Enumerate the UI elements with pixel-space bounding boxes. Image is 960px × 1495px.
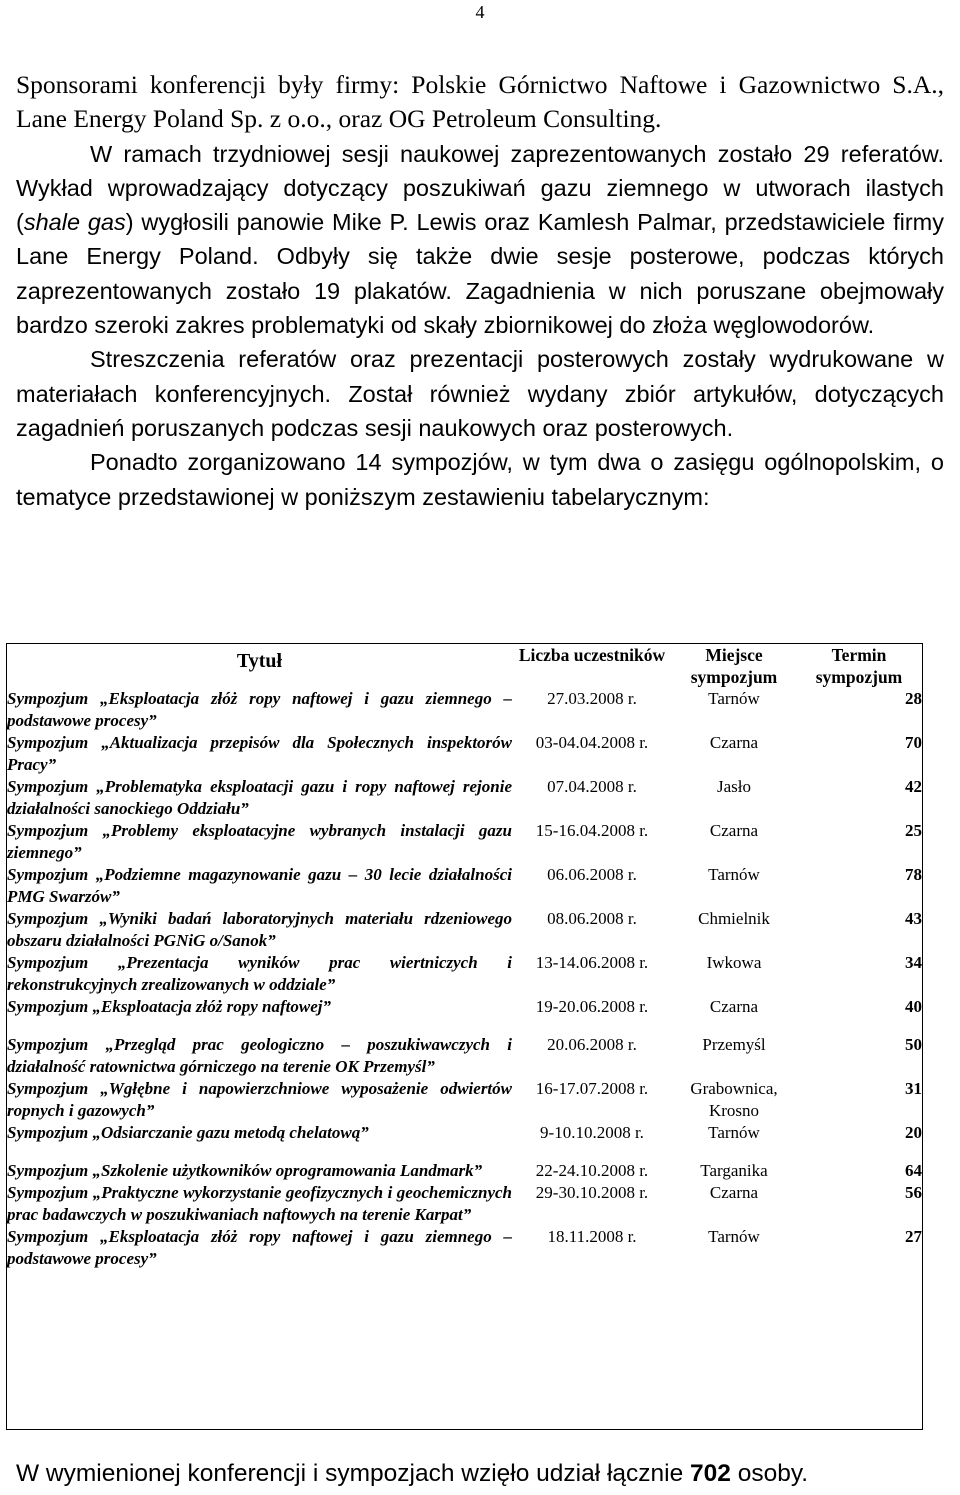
row-place: Czarna [709, 733, 759, 752]
row-count: 43 [905, 909, 922, 928]
header-place: Miejsce sympozjum [690, 645, 778, 687]
row-count: 31 [905, 1079, 922, 1098]
row-place: Czarna [709, 1183, 759, 1202]
row-count: 40 [905, 997, 922, 1016]
row-count: 56 [905, 1183, 922, 1202]
row-count: 34 [905, 953, 922, 972]
symposia-table [7, 644, 922, 1270]
session-text-1: W ramach trzydniowej sesji naukowej zaprezentowanych zostało 29 referatów. Wykład wprowadzający dotyczący poszukiwań gazu ziemnego w utworach ilastych ( [16, 140, 944, 236]
row-title: Sympozjum „Aktualizacja przepisów dla Społecznych inspektorów Pracy” [7, 733, 512, 774]
row-count: 20 [905, 1123, 922, 1142]
row-place: Iwkowa [706, 953, 762, 972]
table-row [7, 820, 922, 864]
row-place: Przemyśl [702, 1035, 766, 1054]
row-place: Tarnów [708, 1123, 760, 1142]
header-participants: Liczba uczestników [518, 645, 666, 665]
summary-footer [16, 1460, 808, 1488]
intro-text [16, 68, 944, 514]
header-title: Tytuł [236, 650, 283, 672]
page-number: 4 [475, 2, 485, 22]
table-row [7, 1034, 922, 1078]
row-count: 25 [905, 821, 922, 840]
table-row [7, 908, 922, 952]
row-date: 16-17.07.2008 r. [535, 1079, 649, 1098]
footer-text-1: W wymienionej konferencji i sympozjach wzięło udział łącznie [16, 1460, 691, 1487]
row-date: 18.11.2008 r. [547, 1227, 637, 1246]
table-header-row [7, 644, 922, 688]
row-date: 08.06.2008 r. [547, 909, 637, 928]
table-spacer [7, 1144, 922, 1160]
table-row [7, 1160, 922, 1182]
row-date: 07.04.2008 r. [547, 777, 637, 796]
row-place: Tarnów [708, 689, 760, 708]
row-date: 03-04.04.2008 r. [535, 733, 649, 752]
header-date: Termin sympozjum [815, 645, 903, 687]
row-date: 9-10.10.2008 r. [540, 1123, 644, 1142]
intro-paragraph-symposia: Ponadto zorganizowano 14 sympozjów, w tym dwa o zasięgu ogólnopolskim, o tematyce przedstawionej w poniższym zestawieniu tabelarycznym: [16, 449, 944, 510]
row-title: Sympozjum „Podziemne magazynowanie gazu – 30 lecie działalności PMG Swarzów” [7, 865, 512, 906]
table-row [7, 732, 922, 776]
row-date: 27.03.2008 r. [547, 689, 637, 708]
intro-paragraph-sponsors: Sponsorami konferencji były firmy: Polskie Górnictwo Naftowe i Gazownictwo S.A., Lane Energy Poland Sp. z o.o., oraz OG Petroleum Consulting. [16, 70, 944, 134]
intro-paragraph-abstracts: Streszczenia referatów oraz prezentacji posterowych zostały wydrukowane w materiałach konferencyjnych. Został również wydany zbiór artykułów, dotyczących zagadnień poruszanych podczas sesji naukowych oraz posterowych. [16, 346, 944, 441]
row-date: 19-20.06.2008 r. [535, 997, 649, 1016]
row-count: 64 [905, 1161, 922, 1180]
row-date: 15-16.04.2008 r. [535, 821, 649, 840]
row-place: Jasło [717, 777, 751, 796]
row-title: Sympozjum „Eksploatacja złóż ropy naftowej i gazu ziemnego – podstawowe procesy” [7, 689, 512, 730]
row-date: 22-24.10.2008 r. [535, 1161, 649, 1180]
table-spacer [7, 1018, 922, 1034]
row-count: 28 [905, 689, 922, 708]
row-place: Tarnów [708, 865, 760, 884]
row-place: Targanika [700, 1161, 768, 1180]
table-row [7, 776, 922, 820]
row-title: Sympozjum „Prezentacja wyników prac wiertniczych i rekonstrukcyjnych zrealizowanych w oddziale” [7, 953, 512, 994]
table-row [7, 996, 922, 1018]
row-title: Sympozjum „Wgłębne i napowierzchniowe wyposażenie odwiertów ropnych i gazowych” [7, 1079, 512, 1120]
row-place: Chmielnik [698, 909, 770, 928]
row-count: 70 [905, 733, 922, 752]
table-row [7, 688, 922, 732]
row-title: Sympozjum „Przegląd prac geologiczno – poszukiwawczych i działalność ratownictwa górniczego na terenie OK Przemyśl” [7, 1035, 512, 1076]
intro-paragraph-session [16, 137, 944, 343]
row-title: Sympozjum „Eksploatacja złóż ropy naftowej” [7, 997, 331, 1016]
row-date: 20.06.2008 r. [547, 1035, 637, 1054]
row-date: 13-14.06.2008 r. [535, 953, 649, 972]
table-row [7, 864, 922, 908]
session-text-italic: shale gas [23, 209, 126, 236]
footer-text-2: osoby. [730, 1460, 809, 1487]
row-title: Sympozjum „Eksploatacja złóż ropy naftowej i gazu ziemnego – podstawowe procesy” [7, 1227, 512, 1268]
session-text-2: ) wygłosili panowie Mike P. Lewis oraz Kamlesh Palmar, przedstawiciele firmy Lane Energy Poland. Odbyły się także dwie sesje posterowe, podczas których zaprezentowanych zostało 19 plakatów. Zagadnienia w nich poruszane obejmowały bardzo szeroki zakres problematyki od skały zbiornikowej do złoża węglowodorów. [16, 209, 944, 339]
row-date: 06.06.2008 r. [547, 865, 637, 884]
row-place: Czarna [709, 997, 759, 1016]
table-row [7, 1122, 922, 1144]
row-title: Sympozjum „Wyniki badań laboratoryjnych materiału rdzeniowego obszaru działalności PGNiG o/Sanok” [7, 909, 512, 950]
row-title: Sympozjum „Problemy eksploatacyjne wybranych instalacji gazu ziemnego” [7, 821, 512, 862]
row-count: 50 [905, 1035, 922, 1054]
symposia-table-frame [6, 643, 923, 1430]
row-count: 42 [905, 777, 922, 796]
row-place: Grabownica, Krosno [690, 1079, 778, 1120]
footer-total: 702 [690, 1460, 731, 1487]
row-place: Tarnów [708, 1227, 760, 1246]
row-title: Sympozjum „Odsiarczanie gazu metodą chelatową” [7, 1123, 369, 1142]
row-count: 27 [905, 1227, 922, 1246]
row-title: Sympozjum „Problematyka eksploatacji gazu i ropy naftowej rejonie działalności sanockiego Oddziału” [7, 777, 512, 818]
table-row [7, 1226, 922, 1270]
table-row [7, 952, 922, 996]
row-count: 78 [905, 865, 922, 884]
row-title: Sympozjum „Szkolenie użytkowników oprogramowania Landmark” [7, 1161, 483, 1180]
row-date: 29-30.10.2008 r. [535, 1183, 649, 1202]
row-title: Sympozjum „Praktyczne wykorzystanie geofizycznych i geochemicznych prac badawczych w poszukiwaniach naftowych na terenie Karpat” [7, 1183, 512, 1224]
table-row [7, 1078, 922, 1122]
table-row [7, 1182, 922, 1226]
row-place: Czarna [709, 821, 759, 840]
